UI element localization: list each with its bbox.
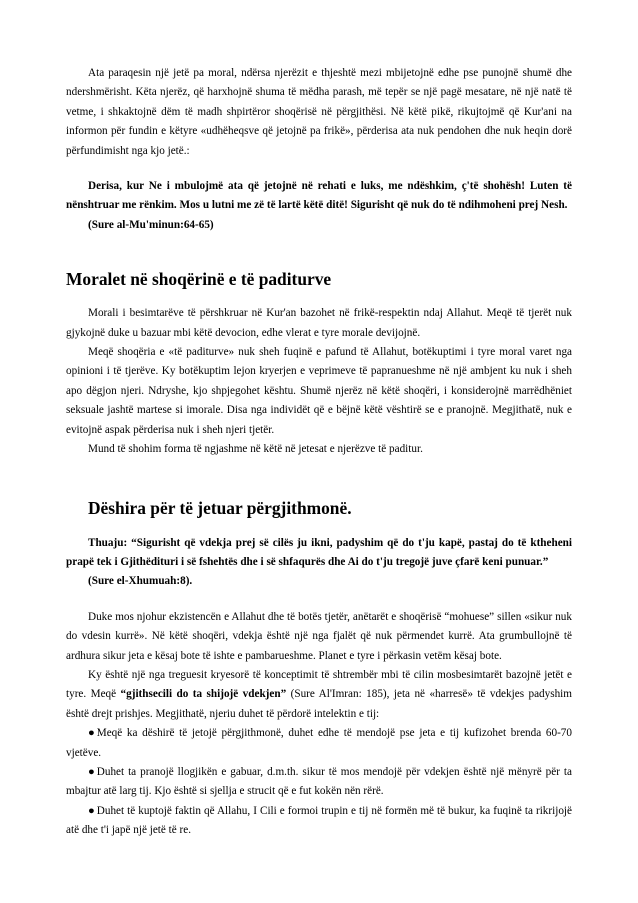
bullet-icon: ●: [88, 727, 95, 740]
heading-desire-to-live-forever: Dëshira për të jetuar përgjithmonë.: [88, 497, 352, 518]
paragraph-death-2-quote: “gjithsecili do ta shijojë vdekjen”: [120, 688, 287, 701]
list-item: [66, 802, 572, 841]
paragraph-death-2: [66, 666, 572, 724]
bullet-icon: ●: [88, 804, 95, 817]
citation-xhumuah: (Sure el-Xhumuah:8).: [88, 575, 193, 588]
list-item-text: Duhet ta pranojë llogjikën e gabuar, d.m.th. sikur të mos mendojë për vdekjen është një mënyrë për ta mbajtur atë larg tij. Kjo është si sjellja e strucit që e fut kokën nën rërë.: [66, 765, 572, 798]
paragraph-morals-1: Morali i besimtarëve të përshkruar në Kur'an bazohet në frikë-respektin ndaj Allahut. Meqë të tjerët nuk gjykojnë duke u bazuar mbi këtë devocion, edhe vlerat e tyre morale devijojnë.: [66, 307, 572, 339]
list-item: [66, 763, 572, 802]
paragraph-death-2-text-a: Ky është një nga treguesit kryesorë të konceptimit të shtrembër mbi të cilin mosbesimtarët bazojnë jetët e tyre. Meqë: [66, 668, 572, 701]
paragraph-death-1: Duke mos njohur ekzistencën e Allahut dhe të botës tjetër, anëtarët e shoqërisë “mohuese” sillen «sikur nuk do vdesin kurrë». Në këtë shoqëri, vdekja është një nga fjalët që nuk përmendet kurrë. Ata grumbullojnë të ardhura sikur jeta e kësaj bote të ishte e pambarueshme. Planet e tyre i përkasin vetëm kësaj bote.: [66, 610, 572, 662]
paragraph-intro: Ata paraqesin një jetë pa moral, ndërsa njerëzit e thjeshtë mezi mbijetojnë edhe pse punojnë shumë dhe ndershmërisht. Këta njerëz, që harxhojnë shuma të mëdha parash, më tepër se një pagë mesatare, në një natë të vetme, i shkaktojnë dëm të madh shpirtëror shoqërisë në përgjithësi. Në këtë pikë, rikujtojmë që Kur'ani na informon për fundin e këtyre «udhëheqsve që jetojnë pa frikë», përderisa ata nuk pendohen dhe nuk heqin dorë përfundimisht nga kjo jetë.:: [66, 67, 572, 157]
heading-morals: Moralet në shoqërinë e të paditurve: [66, 269, 332, 290]
quote-xhumuah: Thuaju: “Sigurisht që vdekja prej së cilës ju ikni, padyshim që do t'ju kapë, pastaj do të ktheheni prapë tek i Gjithëdituri i së fshehtës dhe i së shfaqurës dhe Ai do t'ju tregojë juve çfarë keni punuar.”: [66, 536, 572, 568]
citation-mu-minun: (Sure al-Mu'minun:64-65): [88, 218, 214, 231]
paragraph-death-2-text-b: (Sure Al'Imran: 185), jeta në «harresë» të vdekjes padyshim është drejt prishjes. Megjithatë, njeriu duhet të përdorë intelektin e tij:: [66, 688, 572, 720]
list-item-text: Duhet të kuptojë faktin që Allahu, I Cili e formoi trupin e tij në formën më të bukur, ka fuqinë ta rikrijojë atë dhe t'i japë një jetë të re.: [66, 804, 572, 837]
bullet-icon: ●: [88, 765, 95, 778]
paragraph-morals-3: Mund të shohim forma të ngjashme në këtë në jetesat e njerëzve të paditur.: [88, 443, 423, 456]
list-item: [66, 724, 572, 763]
list-item-text: Meqë ka dëshirë të jetojë përgjithmonë, duhet edhe të mendojë pse jeta e tij kufizohet brenda 60-70 vjetëve.: [66, 727, 572, 759]
paragraph-morals-2: Meqë shoqëria e «të paditurve» nuk sheh fuqinë e pafund të Allahut, botëkuptimi i tyre moral varet nga opinioni i të tjerëve. Ky botëkuptim lejon kryerjen e veprimeve të papranueshme në një ambjent ku nuk i sheh apo dëgjon njeri. Ndryshe, kjo shpjegohet kështu. Shumë njerëz në këtë shoqëri, i konsiderojnë marrëdhëniet seksuale jashtë martese si imorale. Disa nga individët që e bëjnë këtë vështirë se e pranojnë. Megjithatë, nuk e evitojnë aspak përderisa nuk i sheh njeri tjetër.: [66, 346, 572, 436]
quote-mu-minun: Derisa, kur Ne i mbulojmë ata që jetojnë në rehati e luks, me ndëshkim, ç'të shohësh! Luten të nënshtruar me rënkim. Mos u lutni me zë të lartë këtë ditë! Sigurisht që nuk do të ndihmoheni prej Nesh.: [66, 180, 572, 212]
